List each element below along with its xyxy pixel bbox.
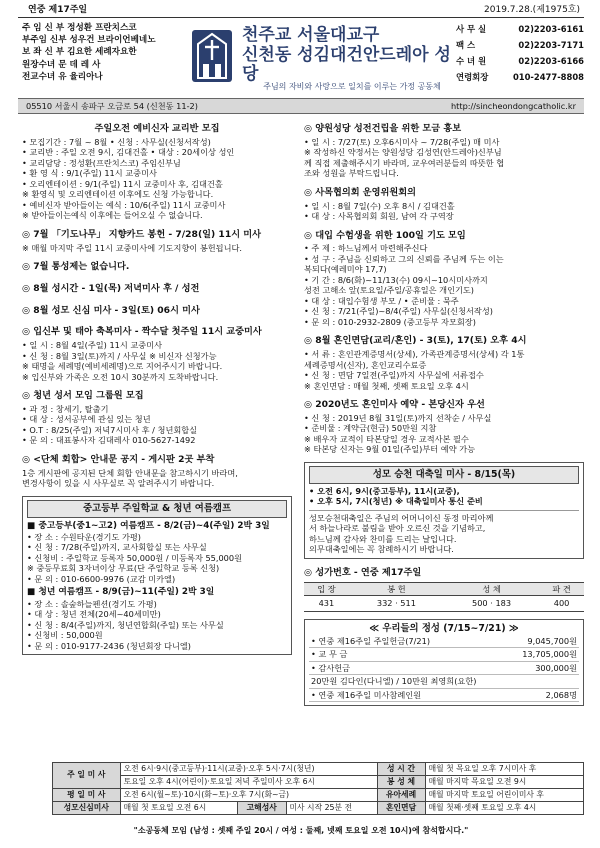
assumption-text: 서 하늘나라로 불림을 받아 오르신 것을 기념하고, — [309, 523, 486, 534]
contact-value: 02)2203-7171 — [518, 39, 584, 50]
clergy-line: 원장수녀 문 데 레 사 — [22, 59, 101, 70]
list-item: • 모집기간 : 7월 ~ 8월 • 신청 : 사무실(신청서작성) — [22, 136, 211, 147]
assumption-times: • 오후 5시, 7시(청년) ※ 대축일미사 통신 준비 — [309, 496, 483, 507]
schedule-value: 오전 6시·9시(중고등부)·11시(교중)·오후 5시·7시(청년) — [120, 763, 377, 776]
offering-row — [309, 648, 579, 662]
list-item: • 일 시 : 8월 7일(수) 오후 8시 / 김대건홀 — [304, 200, 455, 211]
notice-text: 변경사항이 있을 시 사무실로 꼭 알려주시기 바랍니다. — [22, 478, 215, 489]
list-item: • 문 의 : 010-9177-2436 (청년회장 다니엘) — [27, 640, 191, 651]
contact-value: 02)2203-6166 — [518, 55, 584, 66]
hymn-title: ◎ 성가번호 - 연중 제17주일 — [304, 566, 422, 578]
table-row — [53, 775, 584, 788]
parish-logo-icon — [192, 30, 232, 82]
camp1-title: ■ 중고등부(중1~고2) 여름캠프 - 8/2(금)~4(주일) 2박 3일 — [27, 520, 270, 531]
assumption-title: 성모 승천 대축일 미사 - 8/15(목) — [309, 466, 579, 484]
contact-value: 02)2203-6161 — [518, 24, 584, 34]
notice-text: 께 직접 제출해주시기 바라며, 교우여러분들의 따뜻한 협 — [304, 157, 505, 168]
camp-box — [22, 496, 292, 656]
notice-title: ◎ 8월 성시간 - 1일(목) 저녁미사 후 / 성전 — [22, 282, 200, 294]
parish-name-line2: 신천동 성김대건안드레아 성당 — [242, 44, 451, 85]
list-item: • 신 청 : 8/4(주일)까지, 청년연합회(주일) 또는 사무실 — [27, 619, 224, 630]
notice-title: ◎ 양원성당 성전건립을 위한 모금 홍보 — [304, 123, 462, 134]
list-item: • 신 청 : 8월 3일(토)까지 / 사무실 ※ 비신자 신청가능 — [22, 350, 217, 361]
mass-schedule-table — [52, 762, 584, 815]
recruit-title: 주일오전 예비신자 교리반 모집 — [94, 123, 220, 134]
offering-row — [309, 662, 579, 676]
notice-title: ◎ 대입 수험생을 위한 100일 기도 모임 — [304, 229, 466, 241]
hymn-number: 500 · 183 — [444, 596, 539, 612]
camp2-title: ■ 청년 여름캠프 - 8/9(금)~11(주일) 2박 3일 — [27, 587, 215, 598]
schedule-label: 성모신심미사 — [53, 801, 121, 814]
schedule-label: 성 시 간 — [377, 763, 425, 776]
offering-label: • 교 무 금 — [311, 649, 348, 660]
schedule-value: 매월 첫 목요일 오후 7시미사 후 — [425, 763, 583, 776]
contact-row — [456, 54, 584, 70]
list-item: • 문 의 : 010-2932-2809 (중고등부 자모회장) — [304, 316, 476, 327]
list-item: • 일 시 : 8월 4일(주일) 11시 교중미사 — [22, 340, 163, 351]
footer-note: "소공동체 모임 (남성 : 셋째 주일 20시 / 여성 : 둘째, 넷째 토요일 오전 10시)에 참석합시다." — [133, 826, 469, 835]
schedule-value: 미사 시작 25분 전 — [286, 801, 377, 814]
list-item: • 신 청 : 2019년 8월 31일(토)까지 선착순 / 사무실 — [304, 412, 492, 423]
offering-label: • 감사헌금 — [311, 662, 351, 673]
list-item: • 대 상 : 사목협의회 회원, 남여 각 구역장 — [304, 211, 454, 222]
list-item: • 일 시 : 7/27(토) 오후6시미사 ~ 7/28(주일) 매 미사 — [304, 136, 500, 147]
list-item: ※ 중등무료회 3자녀이상 무료(단 주일학교 등록 신청) — [27, 563, 220, 574]
hymn-header: 입 장 — [304, 582, 349, 596]
hymn-number: 400 — [539, 596, 584, 612]
offering-row — [309, 675, 579, 689]
list-item: • 교리반 : 주일 오전 9시, 김대건홀 • 대상 : 20세이상 성인 — [22, 147, 235, 158]
assumption-text: 성모승천대축일은 주님의 어머니이신 동정 마리아께 — [309, 510, 579, 524]
address-bar — [18, 98, 584, 114]
header-bar — [18, 4, 584, 18]
contact-value: 010-2477-8808 — [512, 71, 584, 82]
list-item: ※ 받아들이는예식 이후에는 들어오실 수 없습니다. — [22, 210, 203, 221]
schedule-label: 봉 성 체 — [377, 775, 425, 788]
list-item: • 기 간 : 8/6(화)~11/13(수) 09시~10시미사까지 — [304, 274, 488, 285]
offering-value: 13,705,000원 — [522, 649, 577, 660]
parish-name-line1: 천주교 서울대교구 — [242, 25, 380, 45]
schedule-label: 유아세례 — [377, 788, 425, 801]
clergy-line: 전교수녀 유 율리아나 — [22, 71, 103, 82]
list-item: • 신 청 : 면담 7일전(주일)까지 사무실에 서류접수 — [304, 370, 484, 381]
list-item: ※ 입신부와 가족은 오전 10시 30분까지 도착바랍니다. — [22, 371, 219, 382]
right-column — [304, 120, 584, 706]
list-item: 복되다(예레미야 17,7) — [304, 264, 387, 275]
notice-title: ◎ 청년 성서 모임 그룹원 모집 — [22, 390, 144, 402]
notice-title: ◎ 입신부 및 태아 축복미사 - 짝수달 첫주일 11시 교중미사 — [22, 326, 262, 338]
notice-title: ◎ 7월 통성제는 없습니다. — [22, 261, 130, 273]
table-row — [53, 763, 584, 776]
list-item: • 과 정 : 창세기, 탈출기 — [22, 403, 109, 414]
hymn-number: 332 · 511 — [349, 596, 444, 612]
offering-title: ≪ 우리들의 정성 (7/15~7/21) ≫ — [369, 622, 519, 634]
recruit-list — [22, 137, 292, 221]
assumption-text: 의무대축일에는 꼭 참례하시기 바랍니다. — [309, 544, 454, 555]
notice-text: ※ 작성하신 약정서는 양원성당 김성연(안드레아)신부님 — [304, 147, 502, 158]
hymn-header: 봉 헌 — [349, 582, 444, 596]
hymn-number: 431 — [304, 596, 349, 612]
offering-label: • 연중 제16주일 미사참례인원 — [311, 689, 422, 700]
list-item: ※ 배우자 교적이 타본당일 경우 교적사본 필수 — [304, 433, 469, 444]
clergy-line: 부주임 신부 성우건 브라이언베네노 — [22, 35, 156, 46]
list-item: • 주 제 : 하느님께서 마련해주신다 — [304, 243, 428, 254]
schedule-value: 오전 6시(월~토)·10시(화~토)·오후 7시(화~금) — [120, 788, 377, 801]
schedule-value: 매월 첫째·셋째 토요일 오후 4시 — [425, 801, 583, 814]
contact-label: 사 무 실 — [456, 24, 487, 34]
list-item: • 환 영 식 : 9/1(주일) 11시 교중미사 — [22, 168, 157, 179]
offering-label: 20만원 김다인(다니엘) / 10만원 최영희(요한) — [311, 676, 477, 687]
offering-value: 9,045,700원 — [527, 635, 577, 646]
contact-label: 수 녀 원 — [456, 55, 487, 66]
clergy-line: 주 임 신 부 정성환 프란치스코 — [22, 23, 137, 33]
notice-text: 조와 성원을 부탁드립니다. — [304, 168, 399, 179]
notice-title: ◎ 7월 「기도나무」 지향카드 봉헌 - 7/28(일) 11시 미사 — [22, 228, 262, 240]
list-item: • 신 청 : 7/28(주일)까지, 교사회합실 또는 사무실 — [27, 542, 207, 553]
schedule-label: 평 일 미 사 — [53, 788, 121, 801]
list-item: • 장 소 : 솔숲하늘펜션(경기도 가평) — [27, 598, 157, 609]
list-item: • 예비신자 받아들이는 예식 : 10/6(주일) 11시 교중미사 — [22, 199, 226, 210]
notice-note: ※ 매월 마지막 주일 11시 교중미사에 기도지향이 봉헌됩니다. — [22, 242, 243, 253]
notice-title: ◎ 사목협의회 운영위원회의 — [304, 186, 417, 198]
assumption-times: • 오전 6시, 9시(중고등부), 11시(교중), — [309, 485, 460, 496]
clergy-line: 보 좌 신 부 김요한 세례자요한 — [22, 47, 137, 58]
hymn-header: 파 견 — [539, 582, 584, 596]
list-item: ※ 환영식 및 오리엔테이션 이후에도 신청 가능합니다. — [22, 189, 214, 200]
hymn-table — [304, 582, 584, 612]
parish-motto: 주님의 자비와 사랑으로 일치를 이루는 가정 공동체 — [263, 82, 441, 91]
offering-box — [304, 619, 584, 707]
assumption-box — [304, 462, 584, 559]
list-item: • 신청비 : 50,000원 — [27, 630, 103, 641]
notice-title: ◎ <단체 회합> 안내문 공지 - 게시판 2곳 부착 — [22, 453, 215, 465]
list-item: • 서 류 : 혼인관계증명서(상세), 가족관계증명서(상세) 각 1통 — [304, 349, 525, 360]
contact-row — [456, 70, 584, 86]
table-row — [53, 788, 584, 801]
list-item: ※ 혼인면담 : 매월 첫째, 셋째 토요일 오후 4시 — [304, 380, 469, 391]
notice-title: ◎ 8월 성모 신심 미사 - 3일(토) 06시 미사 — [22, 304, 200, 316]
postal-address: 05510 서울시 송파구 오금로 54 (신천동 11-2) — [26, 101, 198, 111]
schedule-label: 혼인면담 — [377, 801, 425, 814]
list-item: 성전 고해소 앞(토요일/주일/공휴일은 개인기도) — [304, 285, 474, 296]
list-item: • 대 상 : 청년 전체(20세~40세미만) — [27, 609, 161, 620]
contact-label: 팩 스 — [456, 39, 476, 50]
table-row — [53, 801, 584, 814]
contact-row — [456, 38, 584, 54]
hymn-header: 성 체 — [444, 582, 539, 596]
notice-text: 1층 게시판에 공지된 단체 회합 안내문을 참고하시기 바라며, — [22, 467, 238, 478]
list-item: ※ 타본당 신자는 9월 01일(주일)부터 예약 가능 — [304, 444, 476, 455]
schedule-label: 고해성사 — [237, 801, 286, 814]
list-item: • 성 구 : 주님을 신뢰하고 그의 신뢰를 주님께 두는 이는 — [304, 253, 504, 264]
list-item: • 문 의 : 010-6600-9976 (교감 미카엘) — [27, 573, 176, 584]
offering-row — [309, 635, 579, 649]
notice-title: ◎ 8월 혼인면담(교리/혼인) - 3(토), 17(토) 오후 4시 — [304, 335, 527, 347]
parish-name — [242, 26, 452, 85]
clergy-list — [22, 22, 182, 83]
contact-label: 연령회장 — [456, 71, 489, 82]
list-item: • 오리엔테이션 : 9/1(주일) 11시 교중미사 후, 김대건홀 — [22, 178, 223, 189]
list-item: • 대 상 : 대입수험생 부모 / • 준비물 : 묵주 — [304, 295, 459, 306]
list-item: • 대 상 : 성서공부에 관심 있는 청년 — [22, 414, 151, 425]
left-column — [22, 120, 292, 655]
week-label: 연중 제17주일 — [28, 5, 88, 15]
list-item: • O.T : 8/25(주일) 저녁7시미사 후 / 청년회합실 — [22, 424, 198, 435]
list-item: ※ 태명을 세례명(예비세례명)으로 지어주시기 바랍니다. — [22, 361, 223, 372]
list-item: 세례증명서(신자), 혼인교리수료증 — [304, 359, 427, 370]
offering-row — [309, 689, 579, 703]
schedule-value: 매월 마지막 목요일 오전 9시 — [425, 775, 583, 788]
list-item: • 신청비 : 주일학교 등록자 50,000원 / 미등록자 55,000원 — [27, 552, 243, 563]
offering-value: 300,000원 — [535, 662, 577, 673]
schedule-value: 매월 첫 토요일 오전 6시 — [120, 801, 237, 814]
website-link[interactable]: http://sincheondongcatholic.kr — [450, 101, 576, 111]
list-item: • 장 소 : 수원타운(경기도 가평) — [27, 531, 141, 542]
schedule-value: 매월 마지막 토요일 어린이미사 후 — [425, 788, 583, 801]
offering-label: • 연중 제16주일 주일헌금(7/21) — [311, 635, 431, 646]
list-item: • 교리담당 : 정성환(프란치스코) 주임신부님 — [22, 157, 181, 168]
schedule-label: 주 일 미 사 — [53, 763, 121, 789]
contact-row — [456, 22, 584, 38]
list-item: • 신 청 : 7/21(주일)~8/4(주일) 사무실(신청서작성) — [304, 306, 493, 317]
schedule-value: 토요일 오후 4시(어린이)·토요일 저녁 주일미사 오후 6시 — [120, 775, 377, 788]
list-item: • 준비물 : 계약금(현금) 50만원 지참 — [304, 423, 437, 434]
list-item: • 문 의 : 대표봉사자 김대레사 010-5627-1492 — [22, 435, 196, 446]
offering-value: 2,068명 — [545, 689, 577, 700]
notice-title: ◎ 2020년도 혼인미사 예약 - 본당신자 우선 — [304, 399, 485, 411]
issue-date: 2019.7.28.(제1975호) — [484, 5, 580, 15]
assumption-text: 하느님께 감사와 찬미를 드리는 날입니다. — [309, 533, 457, 544]
camp-title: 중고등부 주일학교 & 청년 여름캠프 — [27, 500, 287, 518]
contact-list — [456, 22, 584, 86]
